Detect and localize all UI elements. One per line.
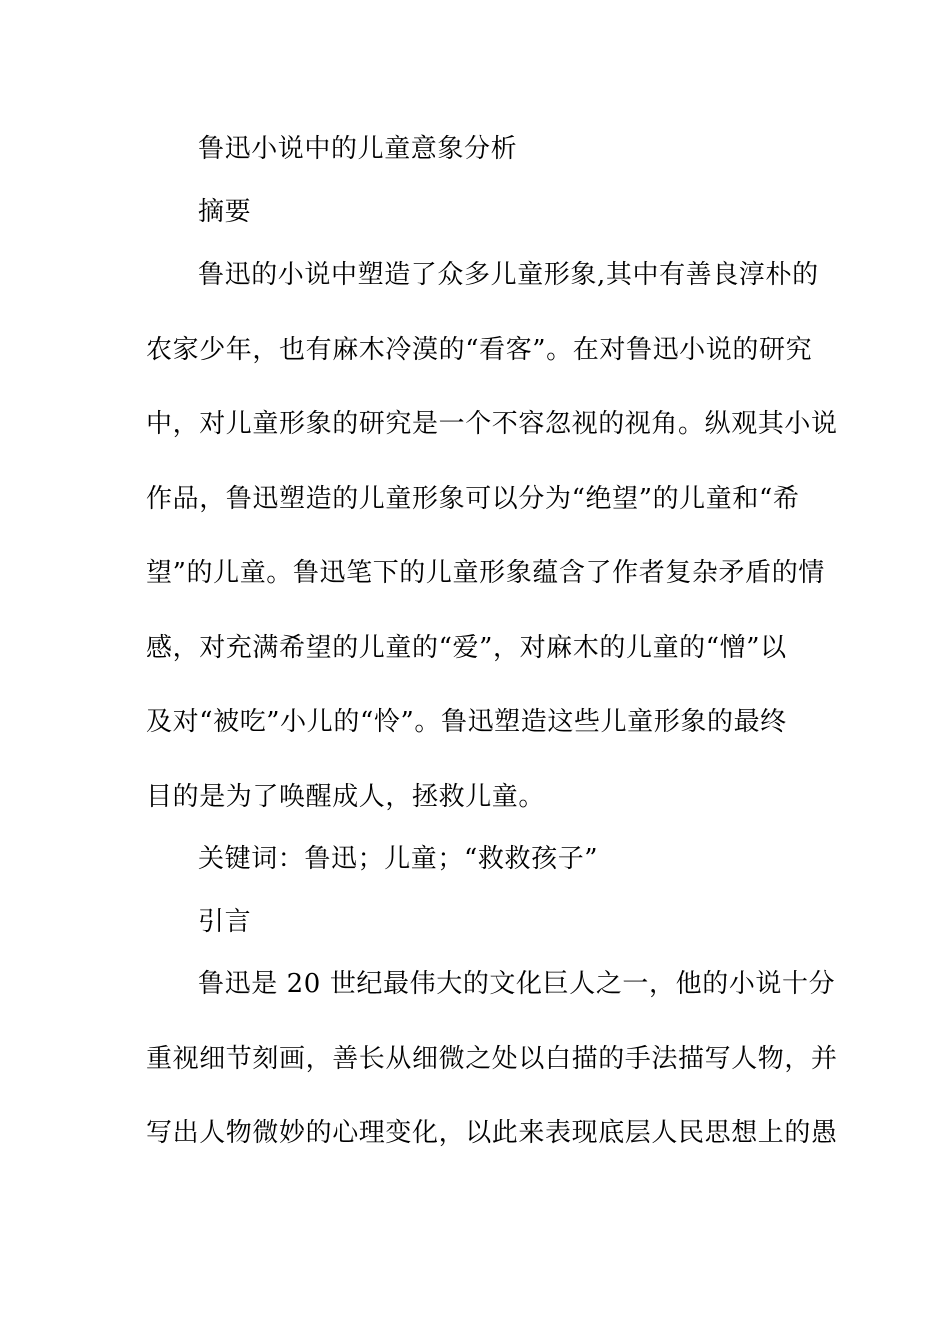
intro-line: 重视细节刻画，善长从细微之处以白描的手法描写人物，并 (146, 1044, 838, 1074)
keywords-line: 关键词：鲁迅；儿童；“救救孩子” (198, 844, 599, 874)
abstract-line: 农家少年，也有麻木冷漠的“看客”。在对鲁迅小说的研究 (146, 335, 813, 365)
abstract-line: 及对“被吃”小儿的“怜”。鲁迅塑造这些儿童形象的最终 (146, 707, 787, 737)
intro-heading: 引言 (198, 907, 252, 937)
abstract-line: 作品，鲁迅塑造的儿童形象可以分为“绝望”的儿童和“希 (146, 484, 800, 514)
intro-line: 写出人物微妙的心理变化，以此来表现底层人民思想上的愚 (146, 1118, 838, 1148)
abstract-line: 望”的儿童。鲁迅笔下的儿童形象蕴含了作者复杂矛盾的情 (146, 558, 825, 588)
abstract-line: 中，对儿童形象的研究是一个不容忽视的视角。纵观其小说 (146, 409, 838, 439)
abstract-line: 感，对充满希望的儿童的“爱”，对麻木的儿童的“憎”以 (146, 633, 787, 663)
document-title: 鲁迅小说中的儿童意象分析 (198, 134, 518, 164)
abstract-heading: 摘要 (198, 197, 252, 227)
abstract-line: 鲁迅的小说中塑造了众多儿童形象,其中有善良淳朴的 (198, 260, 819, 290)
abstract-line: 目的是为了唤醒成人，拯救儿童。 (146, 782, 546, 812)
intro-line: 鲁迅是 20 世纪最伟大的文化巨人之一，他的小说十分 (198, 969, 836, 999)
